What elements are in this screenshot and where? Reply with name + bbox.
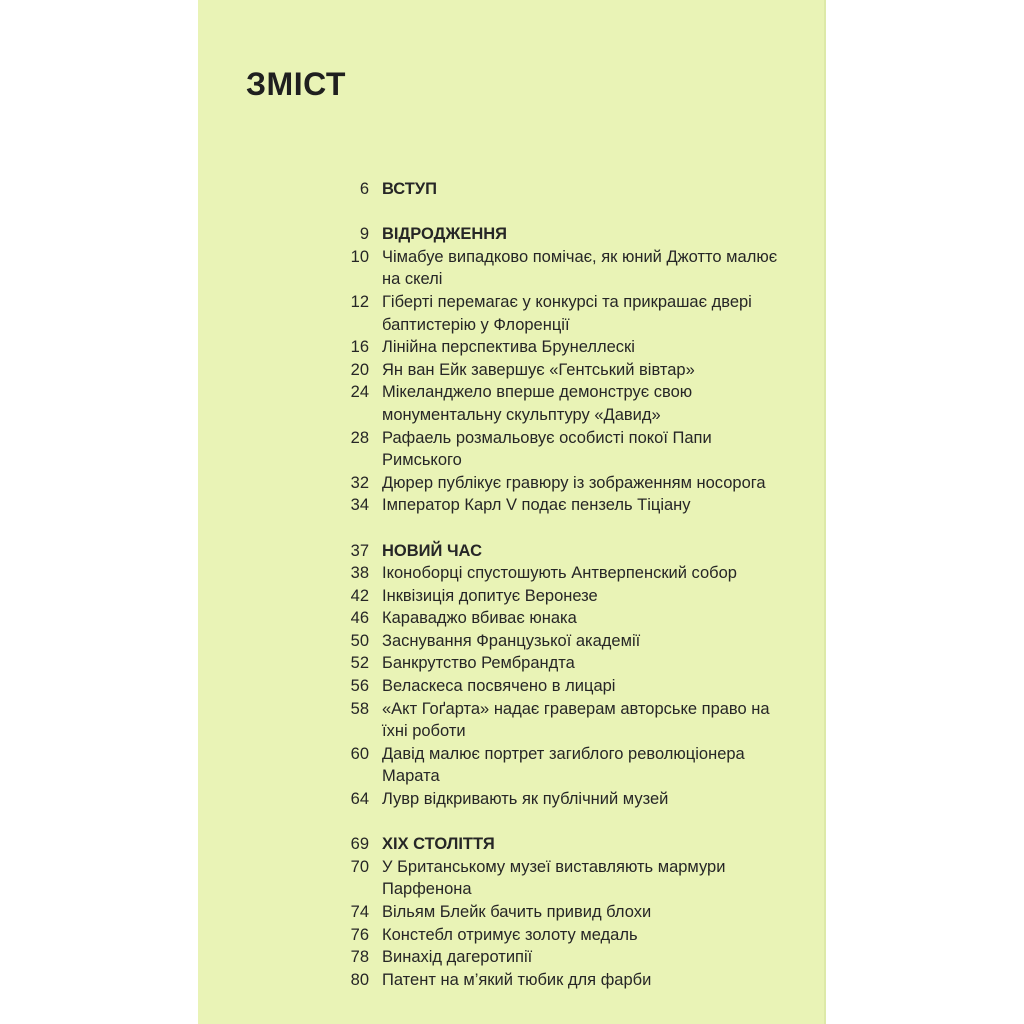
toc-entry — [330, 562, 810, 585]
page-number — [330, 404, 369, 427]
toc-entry — [330, 675, 810, 698]
toc-entry — [330, 924, 810, 947]
toc-entry — [330, 472, 810, 495]
toc-entry — [330, 743, 810, 766]
toc-entry — [330, 788, 810, 811]
toc-entry — [330, 494, 810, 517]
entry-title: Караваджо вбиває юнака — [382, 609, 577, 628]
page-number — [330, 449, 369, 472]
entry-title: У Британському музеї виставляють мармури — [382, 857, 726, 876]
entry-title: Заснування Французької академії — [382, 631, 641, 650]
toc-entry-continuation — [330, 878, 810, 901]
toc-entry-continuation — [330, 720, 810, 743]
toc-entry — [330, 359, 810, 382]
entry-title: Банкрутство Рембрандта — [382, 654, 575, 673]
toc-entry — [330, 381, 810, 404]
page-number: 37 — [350, 541, 369, 560]
page-number: 28 — [350, 428, 369, 447]
page-number — [330, 765, 369, 788]
entry-title: їхні роботи — [382, 722, 466, 741]
toc-entry — [330, 246, 810, 269]
entry-title: Чімабуе випадково помічає, як юний Джотто малює — [382, 247, 778, 266]
page-number: 52 — [350, 654, 369, 673]
entry-title: Лінійна перспектива Брунеллескі — [382, 338, 635, 357]
page-number: 24 — [350, 383, 369, 402]
page-number: 16 — [350, 338, 369, 357]
toc-section — [330, 540, 810, 811]
section-heading — [330, 178, 810, 201]
entry-title: Інквізиція допитує Веронезе — [382, 586, 598, 605]
toc-entry-continuation — [330, 404, 810, 427]
section-heading — [330, 540, 810, 563]
page-number: 6 — [359, 180, 369, 198]
entry-title: Ян ван Ейк завершує «Гентський вівтар» — [382, 360, 695, 379]
toc-section — [330, 833, 810, 991]
page-title: ЗМІСТ — [246, 66, 346, 102]
page-number: 20 — [350, 360, 369, 379]
entry-title: Мікеланджело вперше демонструє свою — [382, 383, 693, 402]
page-number: 64 — [350, 790, 369, 809]
entry-title: Вільям Блейк бачить привид блохи — [382, 903, 652, 921]
toc-entry — [330, 607, 810, 630]
entry-title: Гіберті перемагає у конкурсі та прикрашає двері — [382, 292, 752, 311]
page-number — [330, 268, 369, 291]
page-number: 56 — [350, 677, 369, 696]
page-number: 60 — [350, 744, 369, 763]
toc-section — [330, 223, 810, 517]
toc-entry — [330, 336, 810, 359]
entry-title: Давід малює портрет загиблого революціонера — [382, 744, 745, 763]
page-number: 42 — [350, 586, 369, 605]
entry-title: Парфенона — [382, 880, 472, 899]
section-heading — [330, 223, 810, 246]
toc-entry-continuation — [330, 268, 810, 291]
toc-entry — [330, 856, 810, 879]
entry-title: Дюрер публікує гравюру із зображенням носорога — [382, 473, 766, 492]
page-number: 12 — [350, 292, 369, 311]
toc-section — [330, 178, 810, 201]
toc-entry — [330, 291, 810, 314]
toc-entry — [330, 698, 810, 721]
entry-title: баптистерію у Флоренції — [382, 315, 570, 334]
toc-entry — [330, 901, 810, 924]
page-number — [330, 878, 369, 901]
section-title: ХІХ СТОЛІТТЯ — [382, 835, 495, 854]
page-number: 34 — [350, 496, 369, 515]
page-number — [330, 314, 369, 337]
section-title: ВСТУП — [382, 180, 437, 198]
section-title: НОВИЙ ЧАС — [382, 541, 482, 560]
page-number: 38 — [350, 564, 369, 583]
page-number: 58 — [350, 699, 369, 718]
page-number: 46 — [350, 609, 369, 628]
entry-title: монументальну скульптуру «Давид» — [382, 405, 661, 424]
entry-title: Рафаель розмальовує особисті покої Папи — [382, 428, 712, 447]
page-number: 74 — [350, 903, 369, 921]
entry-title: «Акт Гоґарта» надає граверам авторське право на — [382, 699, 770, 718]
toc-entry — [330, 630, 810, 653]
entry-title: Винахід дагеротипії — [382, 948, 533, 967]
entry-title: Імператор Карл V подає пензель Тіціану — [382, 496, 691, 515]
page-number: 9 — [359, 225, 369, 244]
entry-title: Марата — [382, 767, 440, 786]
page-number: 80 — [350, 970, 369, 989]
toc-entry — [330, 652, 810, 675]
entry-title: Лувр відкривають як публічний музей — [382, 790, 669, 809]
page-number: 10 — [350, 247, 369, 266]
page-number: 70 — [350, 857, 369, 876]
entry-title: Іконоборці спустошують Антверпенский собор — [382, 564, 737, 583]
toc-entry-continuation — [330, 314, 810, 337]
toc-entry-continuation — [330, 449, 810, 472]
page-number: 32 — [350, 473, 369, 492]
page-number: 76 — [350, 925, 369, 944]
toc-entry — [330, 427, 810, 450]
table-of-contents — [330, 178, 810, 1014]
toc-entry — [330, 946, 810, 969]
page-number: 50 — [350, 631, 369, 650]
toc-entry — [330, 969, 810, 992]
page-number: 69 — [350, 835, 369, 854]
toc-entry — [330, 585, 810, 608]
entry-title: Римського — [382, 451, 462, 470]
page-number — [330, 720, 369, 743]
page-number: 78 — [350, 948, 369, 967]
entry-title: Патент на м’який тюбик для фарби — [382, 970, 652, 989]
toc-entry-continuation — [330, 765, 810, 788]
entry-title: Веласкеса посвячено в лицарі — [382, 677, 616, 696]
entry-title: на скелі — [382, 270, 443, 289]
entry-title: Констебл отримує золоту медаль — [382, 925, 638, 944]
section-heading — [330, 833, 810, 856]
section-title: ВІДРОДЖЕННЯ — [382, 225, 508, 244]
